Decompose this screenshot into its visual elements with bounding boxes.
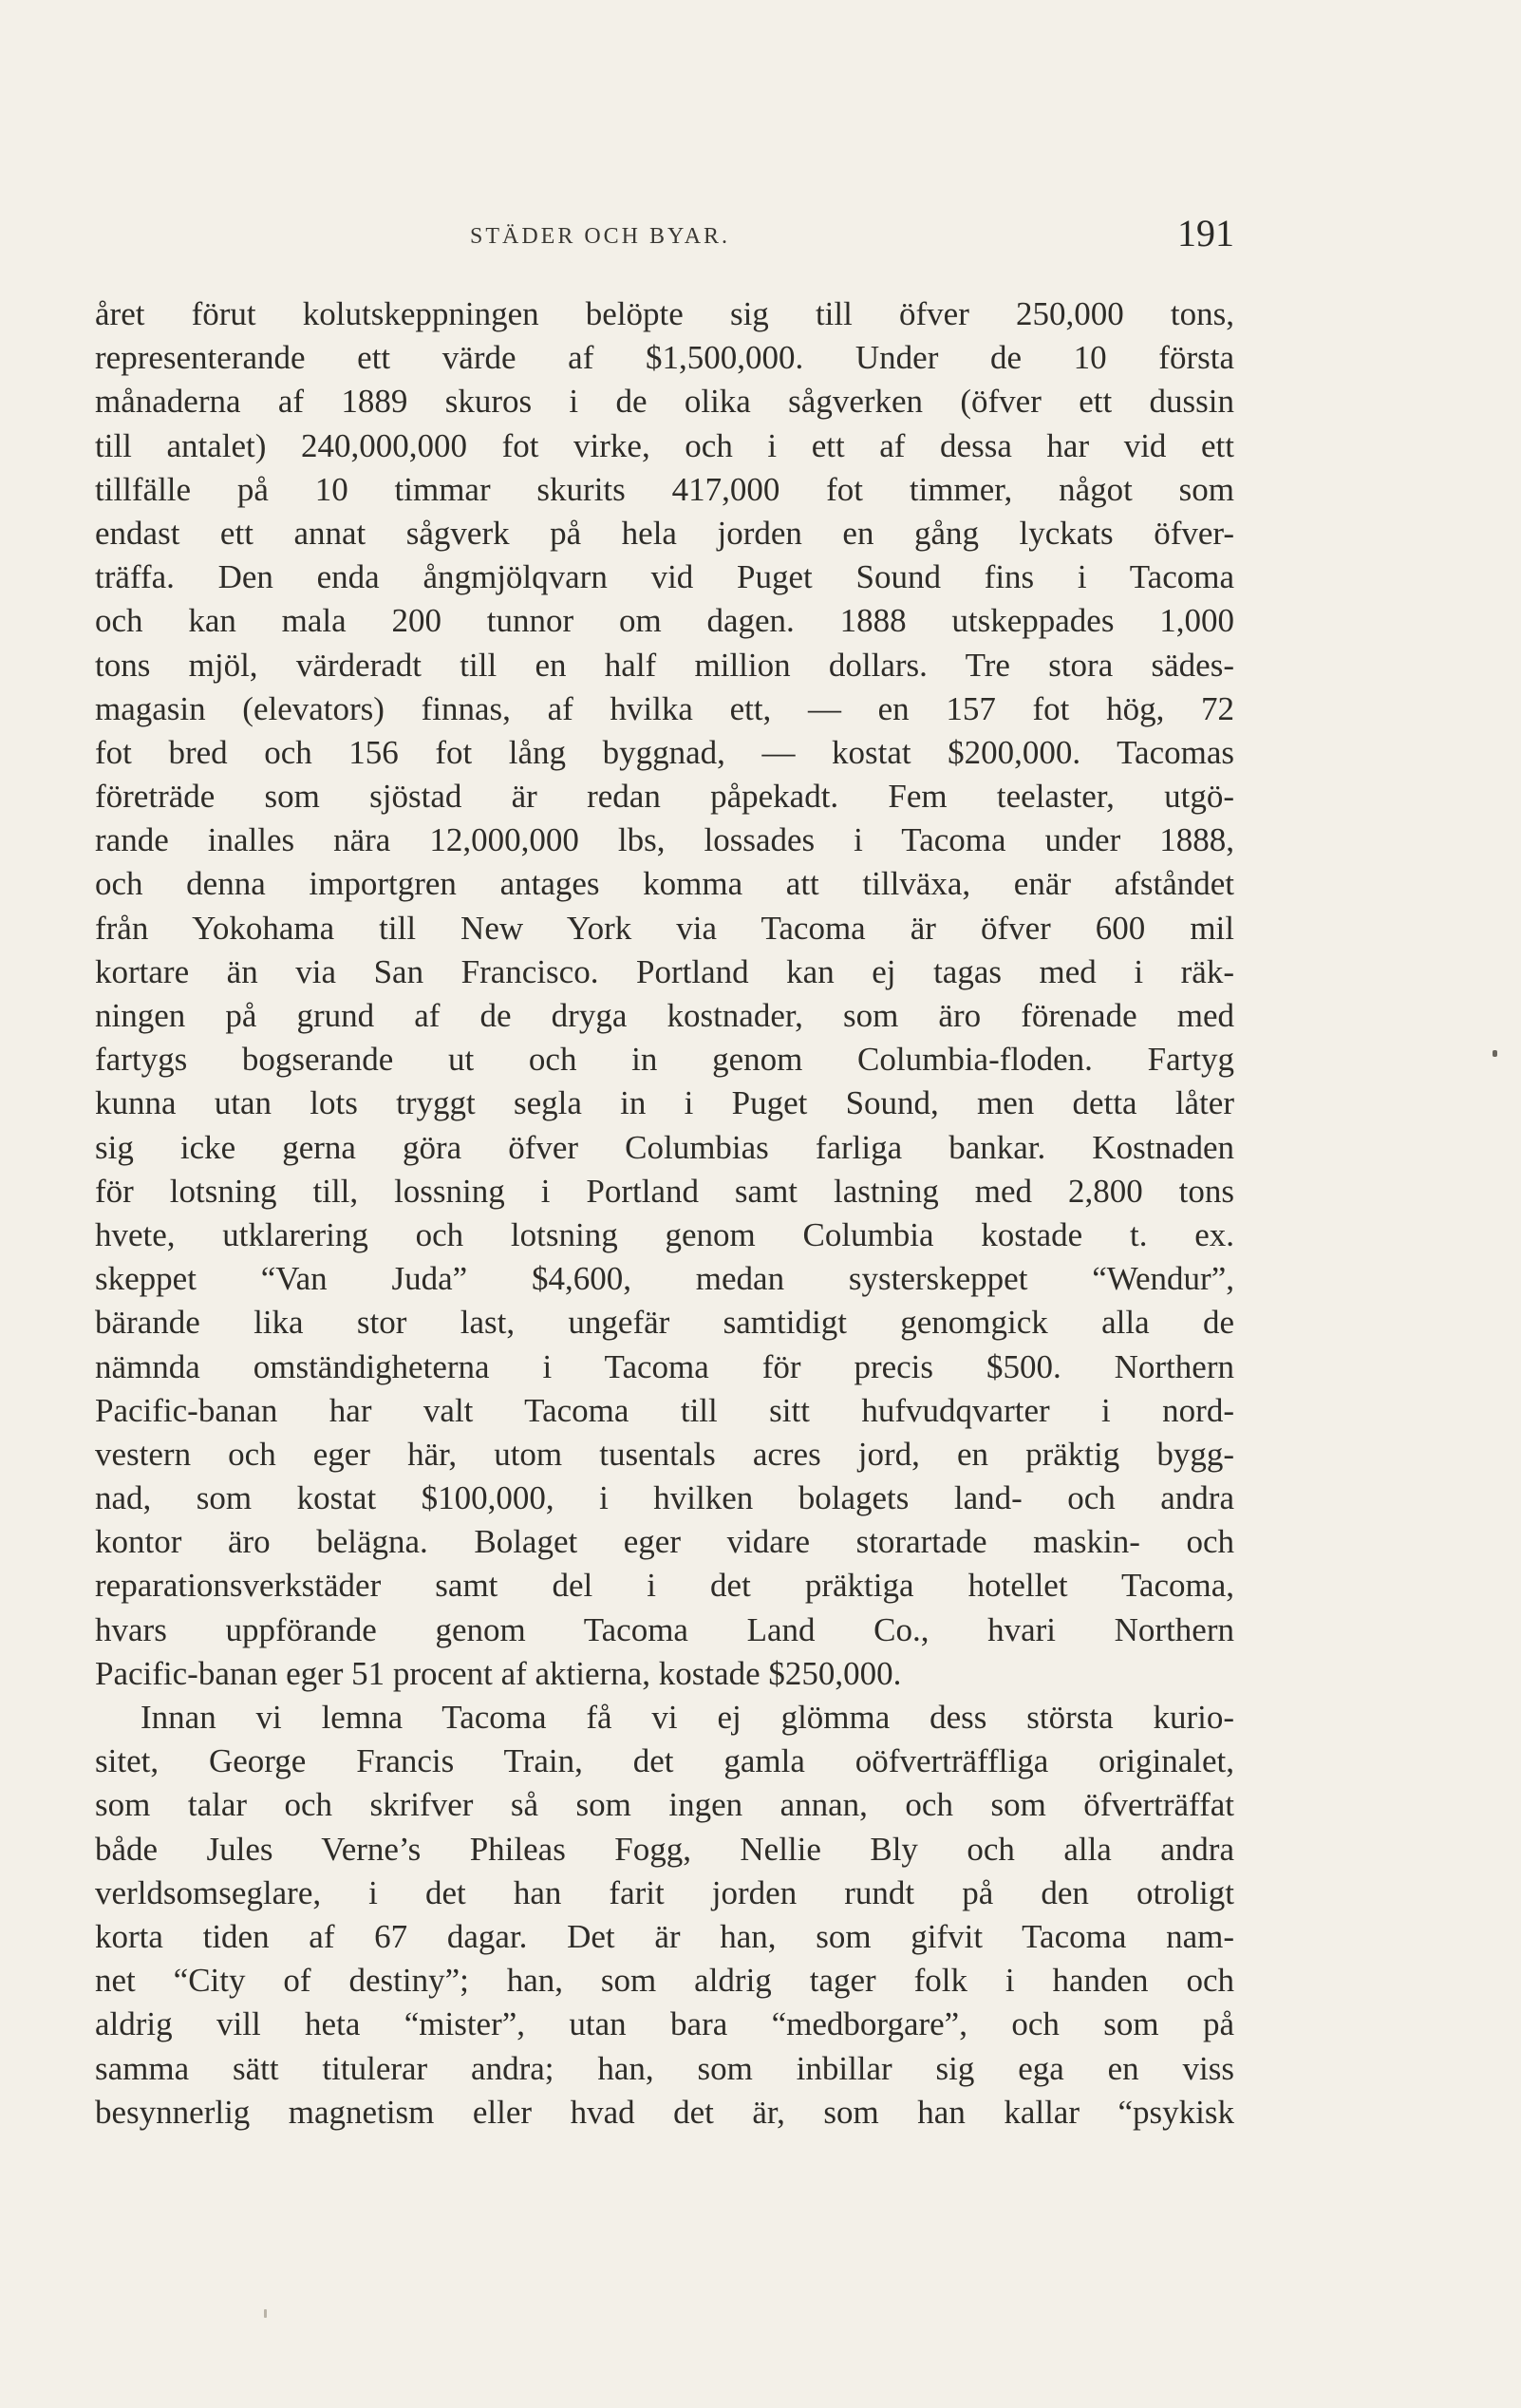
text-line: verldsomseglare, i det han farit jorden rundt på den otroligt — [95, 1873, 1234, 1911]
text-line: året förut kolutskeppningen belöpte sig till öfver 250,000 tons, — [95, 295, 1234, 332]
text-line: endast ett annat sågverk på hela jorden en gång lyckats öfver- — [95, 514, 1234, 552]
running-title: STÄDER OCH BYAR. — [470, 224, 731, 249]
text-line: och denna importgren antages komma att tillväxa, enär afståndet — [95, 865, 1234, 903]
text-line: träffa. Den enda ångmjölqvarn vid Puget Sound fins i Tacoma — [95, 558, 1234, 596]
text-line: från Yokohama till New York via Tacoma är öfver 600 mil — [95, 909, 1234, 947]
text-line: för lotsning till, lossning i Portland samt lastning med 2,800 tons — [95, 1172, 1234, 1210]
text-line: kunna utan lots tryggt segla in i Puget Sound, men detta låter — [95, 1084, 1234, 1122]
text-line: sig icke gerna göra öfver Columbias farliga bankar. Kostnaden — [95, 1128, 1234, 1166]
text-line: nämnda omständigheterna i Tacoma för precis $500. Northern — [95, 1347, 1234, 1385]
text-line: till antalet) 240,000,000 fot virke, och i ett af dessa har vid ett — [95, 426, 1234, 464]
text-line: månaderna af 1889 skuros i de olika sågverken (öfver ett dussin — [95, 383, 1234, 421]
text-line: reparationsverkstäder samt del i det präktiga hotellet Tacoma, — [95, 1567, 1234, 1605]
text-line: Pacific-banan eger 51 procent af aktierna, kostade $250,000. — [95, 1654, 902, 1692]
text-line: kontor äro belägna. Bolaget eger vidare storartade maskin- och — [95, 1523, 1234, 1561]
body-text — [95, 292, 1234, 2135]
text-line: vestern och eger här, utom tusentals acres jord, en präktig bygg- — [95, 1435, 1234, 1473]
text-line: tillfälle på 10 timmar skurits 417,000 fot timmer, något som — [95, 470, 1234, 508]
text-line: fartygs bogserande ut och in genom Columbia-floden. Fartyg — [95, 1041, 1234, 1079]
text-line: och kan mala 200 tunnor om dagen. 1888 utskeppades 1,000 — [95, 602, 1234, 640]
text-line: aldrig vill heta “mister”, utan bara “medborgare”, och som på — [95, 2005, 1234, 2043]
text-line: Pacific-banan har valt Tacoma till sitt hufvudqvarter i nord- — [95, 1391, 1234, 1429]
page-number: 191 — [1177, 212, 1234, 254]
text-line: sitet, George Francis Train, det gamla oöfverträffliga originalet, — [95, 1742, 1234, 1780]
text-line: hvars uppförande genom Tacoma Land Co., hvari Northern — [95, 1610, 1234, 1648]
text-line: ningen på grund af de dryga kostnader, som äro förenade med — [95, 997, 1234, 1034]
text-line: rande inalles nära 12,000,000 lbs, lossades i Tacoma under 1888, — [95, 821, 1234, 859]
text-line: net “City of destiny”; han, som aldrig tager folk i handen och — [95, 1962, 1234, 2000]
text-line: hvete, utklarering och lotsning genom Columbia kostade t. ex. — [95, 1215, 1234, 1253]
text-line: representerande ett värde af $1,500,000. Under de 10 första — [95, 339, 1234, 377]
text-line: skeppet “Van Juda” $4,600, medan systerskeppet “Wendur”, — [95, 1260, 1234, 1298]
text-line: Innan vi lemna Tacoma få vi ej glömma dess största kurio- — [141, 1699, 1234, 1736]
running-head — [95, 211, 1234, 258]
margin-dot — [1493, 1050, 1497, 1057]
text-line: korta tiden af 67 dagar. Det är han, som gifvit Tacoma nam- — [95, 1917, 1234, 1955]
text-line: nad, som kostat $100,000, i hvilken bolagets land- och andra — [95, 1479, 1234, 1517]
text-line: bärande lika stor last, ungefär samtidigt genomgick alla de — [95, 1304, 1234, 1342]
text-line: som talar och skrifver så som ingen annan, och som öfverträffat — [95, 1786, 1234, 1824]
paper-speck — [264, 2309, 267, 2318]
text-line: kortare än via San Francisco. Portland kan ej tagas med i räk- — [95, 952, 1234, 990]
text-line: besynnerlig magnetism eller hvad det är, som han kallar “psykisk — [95, 2093, 1234, 2131]
text-line: både Jules Verne’s Phileas Fogg, Nellie Bly och alla andra — [95, 1830, 1234, 1868]
text-line: tons mjöl, värderadt till en half million dollars. Tre stora sädes- — [95, 646, 1234, 684]
text-line: samma sätt titulerar andra; han, som inbillar sig ega en viss — [95, 2049, 1234, 2087]
text-line: fot bred och 156 fot lång byggnad, — kostat $200,000. Tacomas — [95, 733, 1234, 771]
text-line: företräde som sjöstad är redan påpekadt. Fem teelaster, utgö- — [95, 778, 1234, 816]
text-line: magasin (elevators) finnas, af hvilka ett, — en 157 fot hög, 72 — [95, 689, 1234, 727]
